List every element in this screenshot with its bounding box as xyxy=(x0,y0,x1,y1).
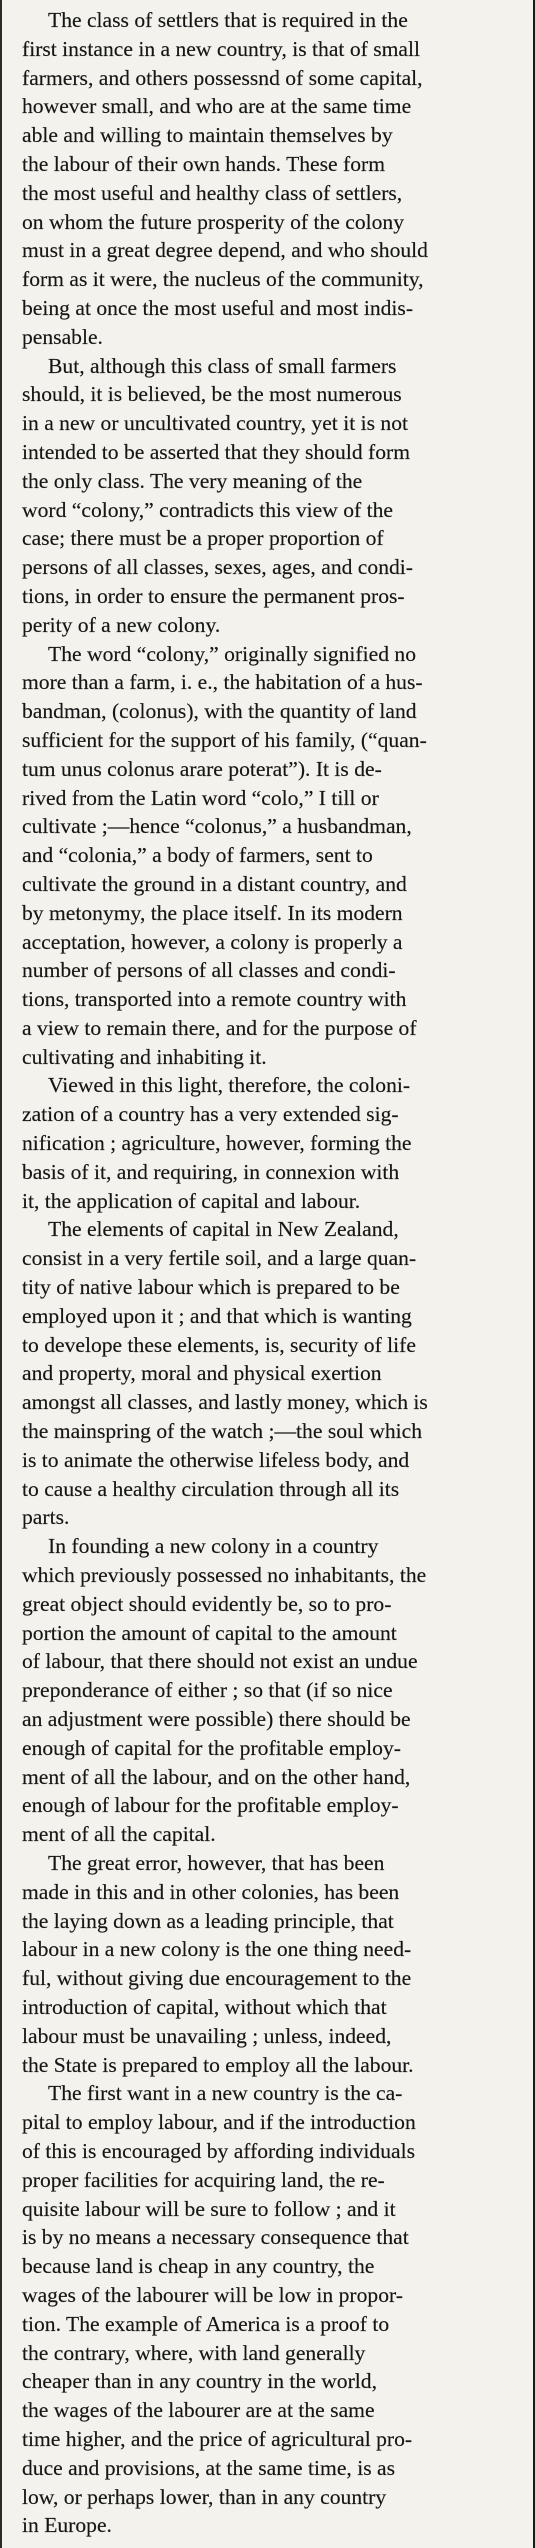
paragraph-line: a view to remain there, and for the purpose of xyxy=(22,1015,417,1040)
paragraph-line: employed upon it ; and that which is wanting xyxy=(22,1303,412,1328)
paragraph-line: which previously possessed no inhabitants, the xyxy=(22,1563,427,1588)
paragraph-line: portion the amount of capital to the amount xyxy=(22,1620,397,1645)
paragraph-line: the most useful and healthy class of settlers, xyxy=(22,180,403,205)
paragraph-line: being at once the most useful and most indis- xyxy=(22,295,414,320)
paragraph-line: however small, and who are at the same time xyxy=(22,94,412,119)
article-paragraph xyxy=(22,6,525,352)
paragraph-line: ment of all the capital. xyxy=(22,1822,216,1847)
article-paragraph xyxy=(22,1532,525,1849)
paragraph-line: tions, transported into a remote country with xyxy=(22,987,407,1012)
paragraph-line: But, although this class of small farmers xyxy=(48,353,397,378)
paragraph-line: case; there must be a proper proportion of xyxy=(22,526,384,551)
paragraph-line: enough of capital for the profitable employ- xyxy=(22,1735,401,1760)
paragraph-line: duce and provisions, at the same time, is as xyxy=(22,2455,396,2480)
paragraph-line: amongst all classes, and lastly money, which is xyxy=(22,1390,428,1415)
paragraph-line: the State is prepared to employ all the labour. xyxy=(22,2052,414,2077)
paragraph-line: preponderance of either ; so that (if so nice xyxy=(22,1678,393,1703)
paragraph-line: is by no means a necessary consequence that xyxy=(22,2225,409,2250)
paragraph-line: the mainspring of the watch ;—the soul which xyxy=(22,1419,423,1444)
paragraph-line: the contrary, where, with land generally xyxy=(22,2340,366,2365)
paragraph-line: it, the application of capital and labour. xyxy=(22,1188,361,1213)
paragraph-line: more than a farm, i. e., the habitation of a hus- xyxy=(22,670,423,695)
paragraph-line: ment of all the labour, and on the other hand, xyxy=(22,1764,411,1789)
paragraph-line: number of persons of all classes and condi- xyxy=(22,958,396,983)
paragraph-line: consist in a very fertile soil, and a large quan- xyxy=(22,1246,417,1271)
paragraph-line: The first want in a new country is the ca- xyxy=(48,2081,403,2106)
paragraph-line: and property, moral and physical exertion xyxy=(22,1361,382,1386)
paragraph-line: the wages of the labourer are at the same xyxy=(22,2398,375,2423)
paragraph-line: to cause a healthy circulation through all its xyxy=(22,1476,400,1501)
paragraph-line: time higher, and the price of agricultural pro- xyxy=(22,2426,413,2451)
paragraph-line: tity of native labour which is prepared to be xyxy=(22,1275,400,1300)
paragraph-line: rived from the Latin word “colo,” I till or xyxy=(22,785,379,810)
paragraph-line: The great error, however, that has been xyxy=(48,1851,385,1875)
paragraph-line: because land is cheap in any country, the xyxy=(22,2254,375,2279)
paragraph-line: The elements of capital in New Zealand, xyxy=(48,1217,399,1242)
article-paragraph xyxy=(22,352,525,640)
paragraph-line: great object should evidently be, so to pro- xyxy=(22,1591,392,1616)
paragraph-line: persons of all classes, sexes, ages, and condi- xyxy=(22,555,413,580)
paragraph-line: in Europe. xyxy=(22,2513,112,2538)
paragraph-line: zation of a country has a very extended sig- xyxy=(22,1102,399,1127)
paragraph-line: pensable. xyxy=(22,324,103,349)
paragraph-line: tion. The example of America is a proof to xyxy=(22,2311,390,2336)
paragraph-line: the laying down as a leading principle, that xyxy=(22,1908,394,1933)
paragraph-line: in a new or uncultivated country, yet it is not xyxy=(22,411,408,436)
paragraph-line: sufficient for the support of his family, (“quan- xyxy=(22,727,427,752)
paragraph-line: nification ; agriculture, however, forming the xyxy=(22,1131,412,1156)
paragraph-line: an adjustment were possible) there should be xyxy=(22,1707,411,1732)
article-paragraph xyxy=(22,1215,525,1532)
paragraph-line: cultivate the ground in a distant country, and xyxy=(22,871,407,896)
article-paragraph xyxy=(22,640,525,1072)
paragraph-line: labour must be unavailing ; unless, indeed, xyxy=(22,2023,392,2048)
paragraph-line: able and willing to maintain themselves by xyxy=(22,123,393,148)
article-paragraph xyxy=(22,1849,525,2079)
paragraph-line: of this is encouraged by affording individuals xyxy=(22,2138,416,2163)
paragraph-line: the labour of their own hands. These form xyxy=(22,151,386,176)
paragraph-line: basis of it, and requiring, in connexion with xyxy=(22,1159,400,1184)
paragraph-line: form as it were, the nucleus of the community, xyxy=(22,267,424,292)
paragraph-line: wages of the labourer will be low in propor- xyxy=(22,2282,403,2307)
paragraph-line: introduction of capital, without which that xyxy=(22,1994,387,2019)
paragraph-line: ful, without giving due encouragement to the xyxy=(22,1966,412,1991)
paragraph-line: enough of labour for the profitable employ- xyxy=(22,1793,399,1818)
paragraph-line: farmers, and others possessnd of some capital, xyxy=(22,65,423,90)
paragraph-line: In founding a new colony in a country xyxy=(48,1534,379,1559)
paragraph-line: by metonymy, the place itself. In its modern xyxy=(22,900,403,925)
paragraph-line: made in this and in other colonies, has been xyxy=(22,1879,400,1904)
paragraph-line: quisite labour will be sure to follow ; and it xyxy=(22,2196,396,2221)
paragraph-line: cultivate ;—hence “colonus,” a husbandman, xyxy=(22,814,412,839)
paragraph-line: The class of settlers that is required in the xyxy=(48,8,408,32)
paragraph-line: word “colony,” contradicts this view of the xyxy=(22,497,393,522)
paragraph-line: of labour, that there should not exist an undue xyxy=(22,1649,418,1674)
article-paragraph xyxy=(22,2079,525,2540)
paragraph-line: cultivating and inhabiting it. xyxy=(22,1044,267,1069)
paragraph-line: perity of a new colony. xyxy=(22,612,221,637)
paragraph-line: acceptation, however, a colony is properly a xyxy=(22,929,403,954)
paragraph-line: low, or perhaps lower, than in any country xyxy=(22,2484,387,2509)
paragraph-line: bandman, (colonus), with the quantity of land xyxy=(22,699,417,724)
paragraph-line: and “colonia,” a body of farmers, sent to xyxy=(22,843,373,868)
paragraph-line: labour in a new colony is the one thing need- xyxy=(22,1937,412,1962)
left-column-rule xyxy=(0,0,2,2548)
article-paragraph xyxy=(22,1071,525,1215)
paragraph-line: parts. xyxy=(22,1505,70,1530)
paragraph-line: Viewed in this light, therefore, the coloni- xyxy=(48,1073,411,1098)
paragraph-line: should, it is believed, be the most numerous xyxy=(22,382,402,407)
paragraph-line: first instance in a new country, is that of small xyxy=(22,36,420,61)
paragraph-line: The word “colony,” originally signified no xyxy=(48,641,417,666)
paragraph-line: the only class. The very meaning of the xyxy=(22,468,363,493)
paragraph-line: pital to employ labour, and if the introduction xyxy=(22,2110,416,2135)
paragraph-line: must in a great degree depend, and who should xyxy=(22,238,428,263)
paragraph-line: intended to be asserted that they should form xyxy=(22,439,410,464)
paragraph-line: to develope these elements, is, security of life xyxy=(22,1332,416,1357)
paragraph-line: on whom the future prosperity of the colony xyxy=(22,209,405,234)
paragraph-line: proper facilities for acquiring land, the re- xyxy=(22,2167,385,2192)
paragraph-line: tions, in order to ensure the permanent pros- xyxy=(22,583,405,608)
paragraph-line: is to animate the otherwise lifeless body, and xyxy=(22,1447,410,1472)
paragraph-line: cheaper than in any country in the world, xyxy=(22,2369,377,2394)
paragraph-line: tum unus colonus arare poterat”). It is de- xyxy=(22,756,382,781)
article-column xyxy=(22,6,525,2540)
